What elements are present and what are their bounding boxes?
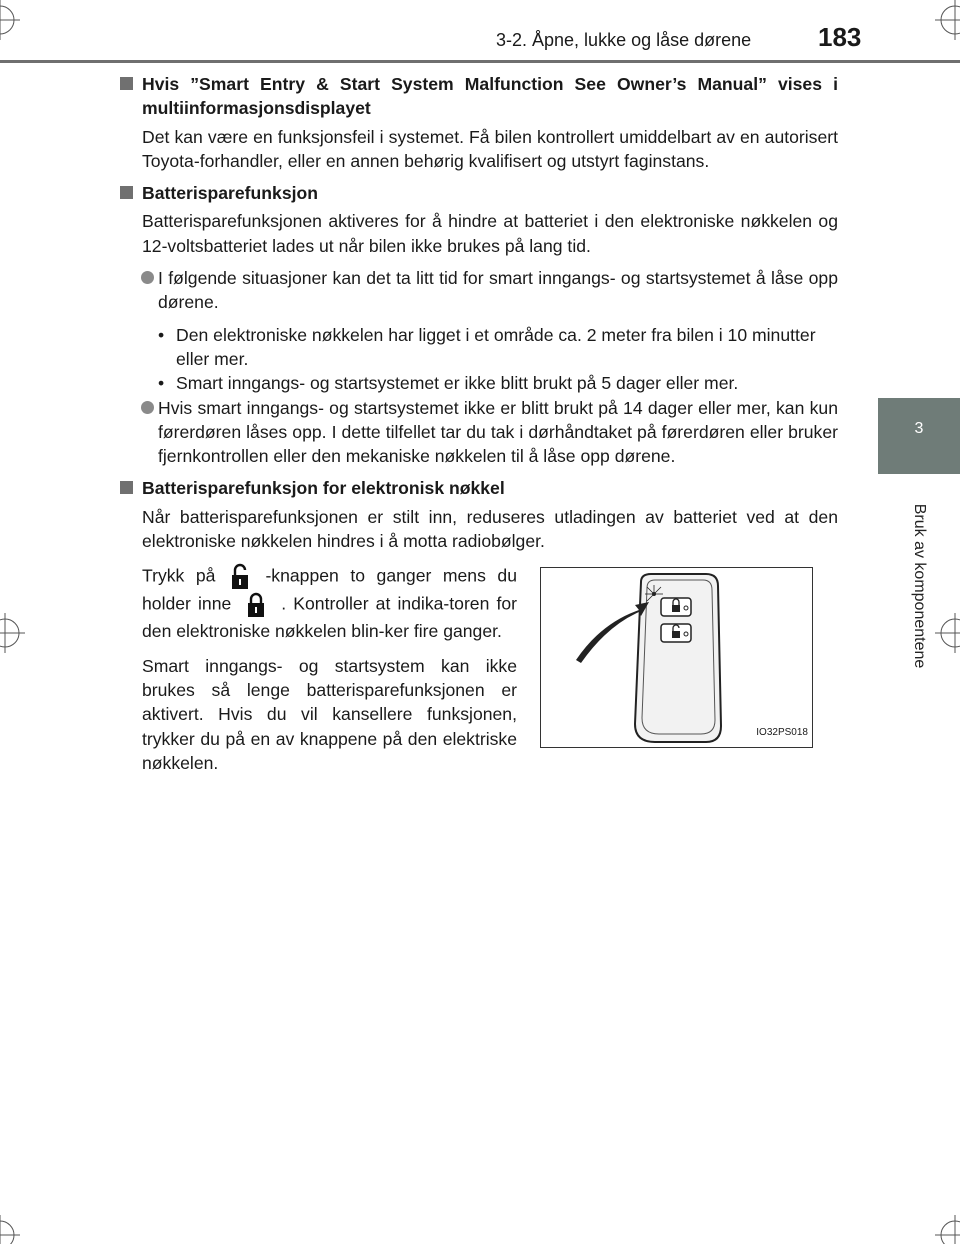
square-bullet-icon [120,186,133,199]
list-item: Hvis smart inngangs- og startsystemet ikke er blitt brukt på 14 dager eller mer, kan kun førerdøren låses opp. I dette tilfellet tar du tak i dørhåndtaket på førerdøren eller bruker fjernkontrollen eller den mekaniske nøkkelen til å låse opp dørene. [120,396,838,469]
instruction-text [142,563,517,785]
chapter-title: Bruk av komponentene [911,503,928,669]
sub-list-item: • Smart inngangs- og startsystemet er ikke blitt brukt på 5 dager eller mer. [158,373,739,394]
instruction-note: Smart inngangs- og startsystem kan ikke brukes så lenge batterisparefunksjonen er aktivert. Hvis du vil kansellere funksjonen, trykker du på en av knappene på den elektriske nøkkelen. [142,655,517,773]
chapter-number: 3 [914,420,924,437]
instruction-step: Trykk på -knappen to ganger mens du holder inne . Kontroller at indika-toren for den elektroniske nøkkelen blin-ker fire ganger. [142,563,517,643]
section-body: Det kan være en funksjonsfeil i systemet. Få bilen kontrollert umiddelbart av en autorisert Toyota-forhandler, eller en annen behørig kvalifisert og utstyrt faginstans. [142,126,838,171]
page-content [120,72,838,813]
circle-bullet-icon [141,271,154,284]
figure-id: IO32PS018 [756,727,808,739]
section-title: 3-2. Åpne, lukke og låse dørene [496,30,752,50]
section-heading: Batterisparefunksjon for elektronisk nøkkel [120,476,838,500]
section-body: Når batterisparefunksjonen er stilt inn, reduseres utladingen av batteriet ved at den elektroniske nøkkelen hindres i å motta radiobølger. [142,506,838,552]
square-bullet-icon [120,77,133,90]
section-heading: Hvis ”Smart Entry & Start System Malfunction See Owner’s Manual” vises i multiinformasjonsdisplayet [120,72,838,121]
lock-icon [245,591,267,619]
list-item: I følgende situasjoner kan det ta litt tid for smart inngangs- og startsystemet å låse opp dørene. [120,266,838,315]
square-bullet-icon [120,481,133,494]
circle-bullet-icon [141,401,154,414]
unlock-icon [229,563,251,591]
header-rule [0,60,960,63]
section-heading: Batterisparefunksjon [120,181,838,205]
smart-key-figure [540,567,813,748]
section-body: Batterisparefunksjonen aktiveres for å hindre at batteriet i den elektroniske nøkkelen og 12-voltsbatteriet lades ut når bilen ikke brukes på lang tid. [142,211,838,256]
sub-list-item: • Den elektroniske nøkkelen har ligget i et område ca. 2 meter fra bilen i 10 minutter eller mer. [158,324,816,369]
instruction-block [120,563,838,813]
page-number: 183 [818,22,862,52]
